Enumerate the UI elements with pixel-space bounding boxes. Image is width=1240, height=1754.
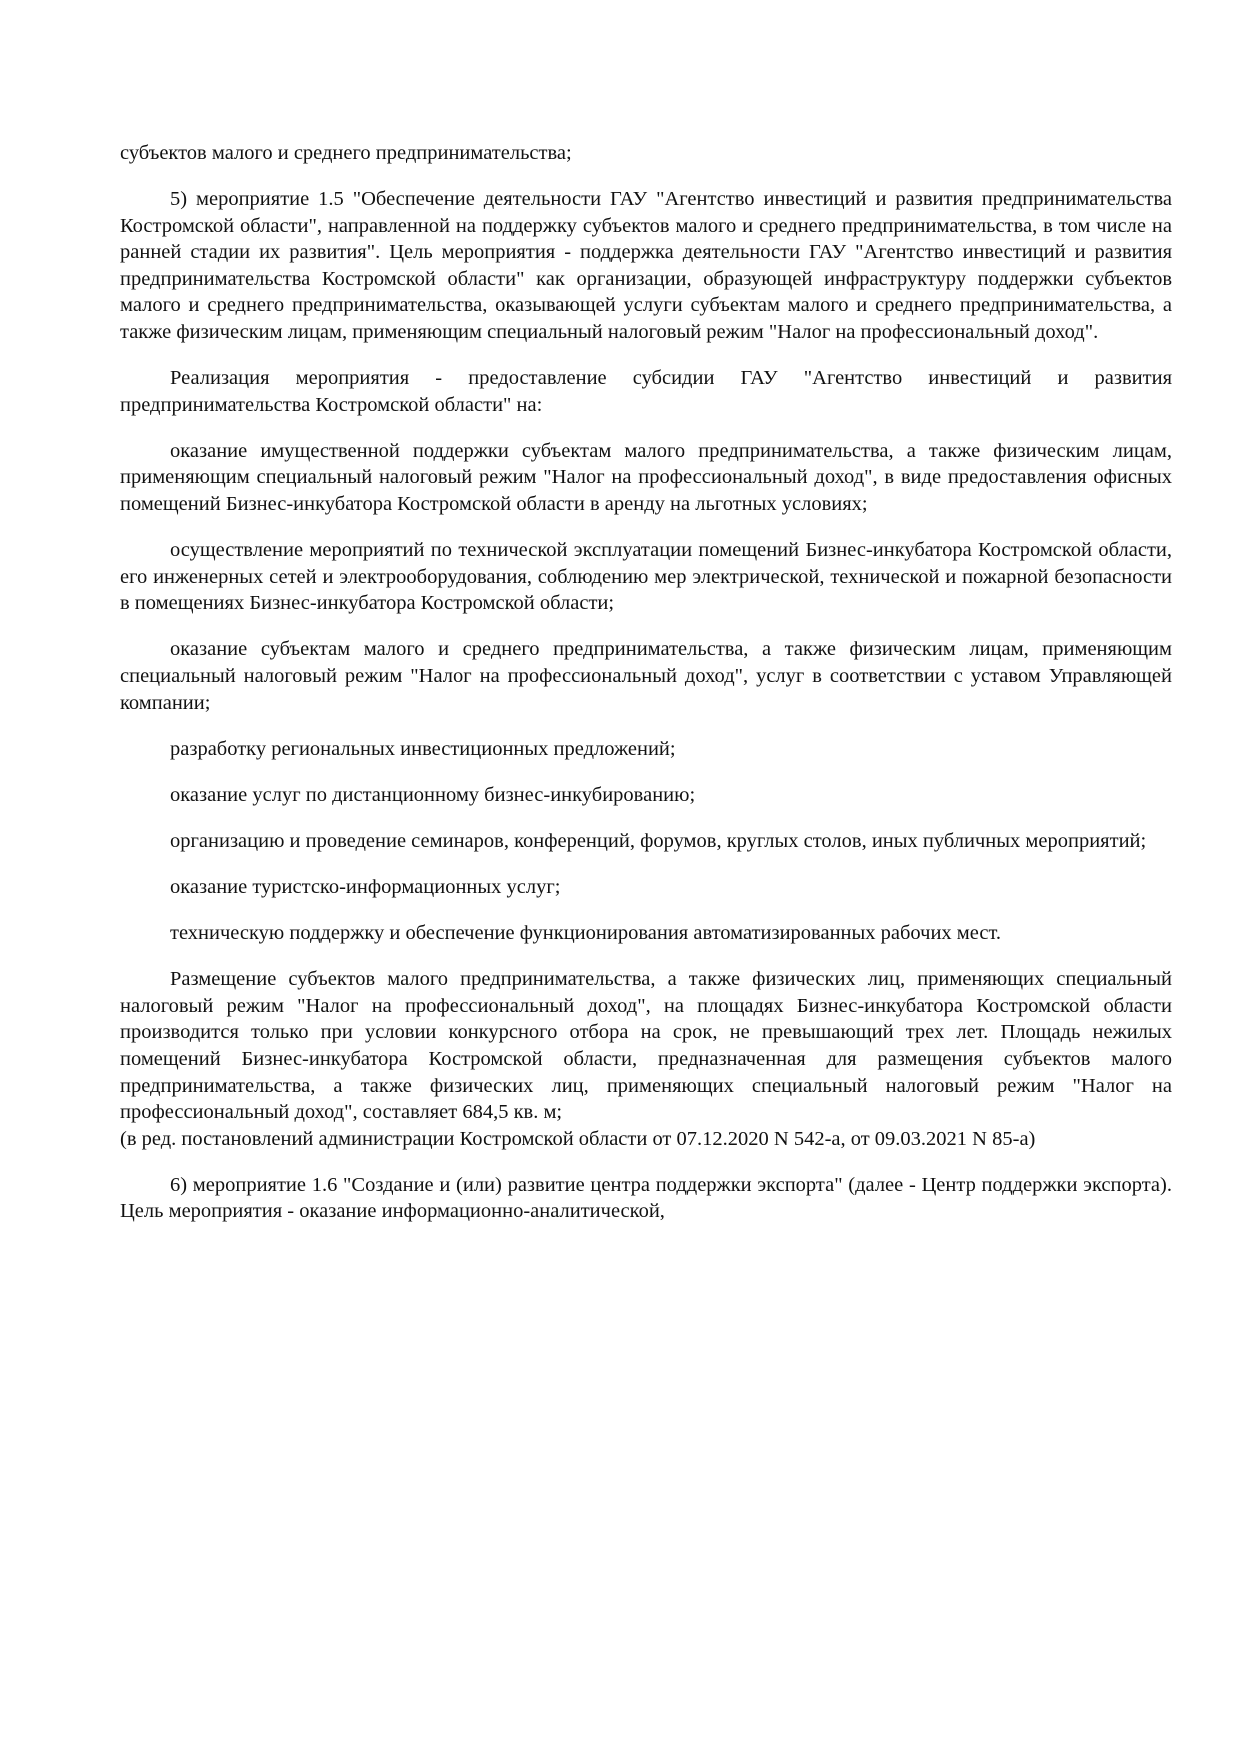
list-item: разработку региональных инвестиционных предложений; xyxy=(170,737,676,760)
paragraph-implementation: Реализация мероприятия - предоставление субсидии ГАУ "Агентство инвестиций и развития предпринимательства Костромской области" на: xyxy=(120,367,1172,416)
paragraph-continuation: субъектов малого и среднего предпринимательства; xyxy=(120,142,572,164)
list-item: оказание субъектам малого и среднего предпринимательства, а также физическим лицам, применяющим специальный налоговый режим "Налог на профессиональный доход", услуг в соответствии с уставом Управляющей компании; xyxy=(120,638,1172,714)
document-page xyxy=(120,140,1172,1245)
list-item: организацию и проведение семинаров, конференций, форумов, круглых столов, иных публичных мероприятий; xyxy=(170,829,1147,852)
list-item: оказание туристско-информационных услуг; xyxy=(170,875,561,898)
paragraph-measure-1-5: 5) мероприятие 1.5 "Обеспечение деятельности ГАУ "Агентство инвестиций и развития предпринимательства Костромской области", направленной на поддержку субъектов малого и среднего предпринимательства, в том числе на ранней стадии их развития". Цель мероприятия - поддержка деятельности ГАУ "Агентство инвестиций и развития предпринимательства Костромской области" как организации, образующей инфраструктуру поддержки субъектов малого и среднего предпринимательства, оказывающей услуги субъектам малого и среднего предпринимательства, а также физическим лицам, применяющим специальный налоговый режим "Налог на профессиональный доход". xyxy=(120,188,1172,344)
list-item: осуществление мероприятий по технической эксплуатации помещений Бизнес-инкубатора Костромской области, его инженерных сетей и электрооборудования, соблюдению мер электрической, технической и пожарной безопасности в помещениях Бизнес-инкубатора Костромской области; xyxy=(120,539,1172,615)
list-item: оказание услуг по дистанционному бизнес-инкубированию; xyxy=(170,783,696,806)
amendment-note: (в ред. постановлений администрации Костромской области от 07.12.2020 N 542-а, от 09.03.2021 N 85-а) xyxy=(120,1127,1036,1150)
list-item: техническую поддержку и обеспечение функционирования автоматизированных рабочих мест. xyxy=(170,922,1002,945)
list-item: оказание имущественной поддержки субъектам малого предпринимательства, а также физическим лицам, применяющим специальный налоговый режим "Налог на профессиональный доход", в виде предоставления офисных помещений Бизнес-инкубатора Костромской области в аренду на льготных условиях; xyxy=(120,439,1172,516)
paragraph-measure-1-6: 6) мероприятие 1.6 "Создание и (или) развитие центра поддержки экспорта" (далее - Центр поддержки экспорта). Цель мероприятия - оказание информационно-аналитической, xyxy=(120,1173,1172,1223)
paragraph-placement: Размещение субъектов малого предпринимательства, а также физических лиц, применяющих специальный налоговый режим "Налог на профессиональный доход", на площадях Бизнес-инкубатора Костромской области производится только при условии конкурсного отбора на срок, не превышающий трех лет. Площадь нежилых помещений Бизнес-инкубатора Костромской области, предназначенная для размещения субъектов малого предпринимательства, а также физических лиц, применяющих специальный налоговый режим "Налог на профессиональный доход", составляет 684,5 кв. м; xyxy=(120,968,1172,1124)
